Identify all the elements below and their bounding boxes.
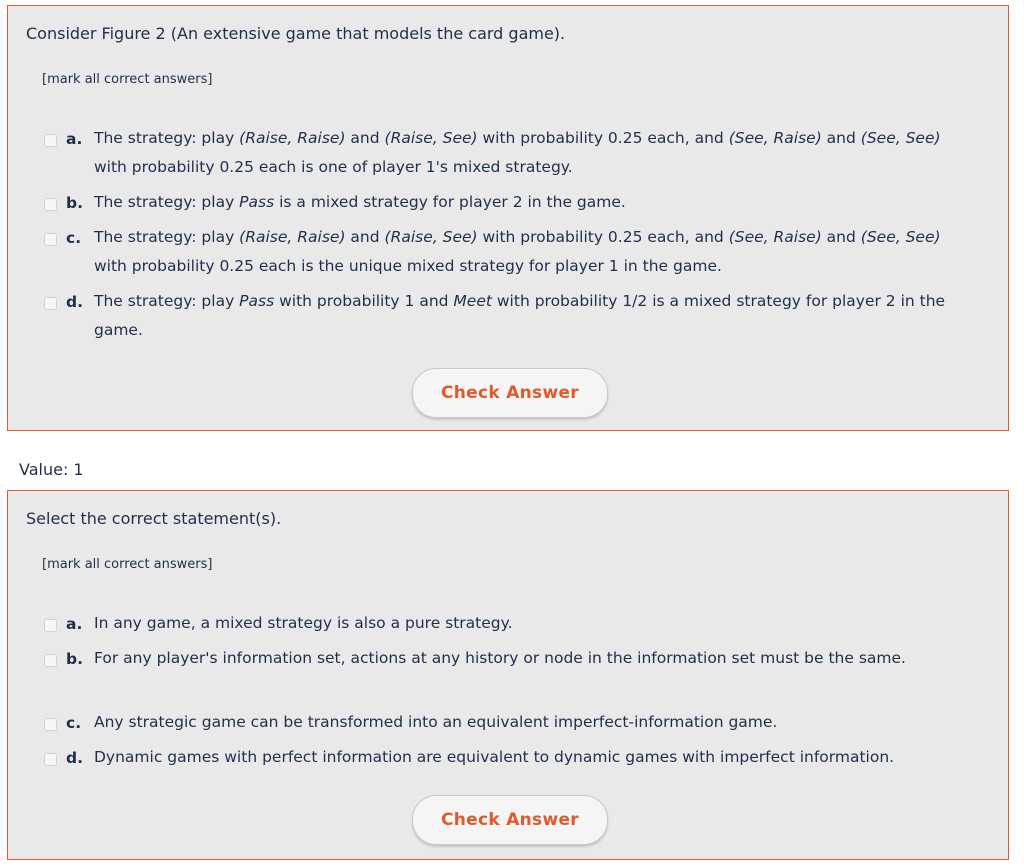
option-text-segment: The strategy: play [94,193,240,211]
option-text-segment: The strategy: play [94,292,240,310]
option-letter: d. [66,293,83,311]
option-checkbox[interactable] [44,654,57,667]
option-text [94,644,974,673]
option-text-segment: with probability 1 and [274,292,454,310]
option-checkbox[interactable] [44,198,57,211]
option-text-italic: Pass [239,292,275,310]
option-text-italic: (Raise, See) [384,129,478,147]
option-checkbox[interactable] [44,753,57,766]
option-text-italic: (See, Raise) [728,228,822,246]
option-text [94,188,974,217]
option-letter: b. [66,650,83,668]
option-checkbox[interactable] [44,297,57,310]
option-text [94,708,974,737]
option-text-italic: (Raise, Raise) [239,129,346,147]
option-text-segment: and [345,228,385,246]
option-text-italic: (Raise, See) [384,228,478,246]
question-panel-2 [7,490,1009,860]
option-text-segment: with probability 0.25 each is one of player 1's mixed strategy. [94,158,573,176]
option-text [94,743,974,772]
option-checkbox[interactable] [44,134,57,147]
option-text-segment: The strategy: play [94,129,240,147]
question-hint: [mark all correct answers] [42,72,213,87]
option-letter: b. [66,194,83,212]
option-text-segment: For any player's information set, actions at any history or node in the information set must be the same. [94,649,906,667]
check-answer-button[interactable]: Check Answer [412,795,608,845]
option-letter: a. [66,130,83,148]
option-text-segment: The strategy: play [94,228,240,246]
option-text [94,124,974,182]
option-text-segment: Any strategic game can be transformed into an equivalent imperfect-information game. [94,713,778,731]
option-text-italic: (See, See) [860,228,941,246]
option-text-segment: and [345,129,385,147]
option-text [94,287,974,345]
option-letter: a. [66,615,83,633]
option-text-segment: Dynamic games with perfect information are equivalent to dynamic games with imperfect information. [94,748,895,766]
option-text-segment: with probability 1/2 is a mixed strategy for player 2 in the game. [94,292,946,339]
value-label: Value: 1 [19,460,84,479]
option-text-segment: with probability 0.25 each, and [477,228,729,246]
question-hint: [mark all correct answers] [42,557,213,572]
option-text [94,609,974,638]
option-letter: c. [66,714,82,732]
option-text-italic: (Raise, Raise) [239,228,346,246]
option-checkbox[interactable] [44,233,57,246]
option-text-italic: (See, See) [860,129,941,147]
question-prompt: Select the correct statement(s). [26,509,282,528]
option-text-italic: Pass [239,193,275,211]
option-text-segment: with probability 0.25 each is the unique mixed strategy for player 1 in the game. [94,257,722,275]
option-text-segment: with probability 0.25 each, and [477,129,729,147]
check-answer-button[interactable]: Check Answer [412,368,608,418]
option-letter: c. [66,229,82,247]
option-letter: d. [66,749,83,767]
option-text [94,223,974,281]
option-checkbox[interactable] [44,718,57,731]
option-text-segment: In any game, a mixed strategy is also a pure strategy. [94,614,513,632]
option-text-italic: Meet [453,292,492,310]
option-checkbox[interactable] [44,619,57,632]
option-text-segment: and [821,129,861,147]
question-prompt: Consider Figure 2 (An extensive game that models the card game). [26,24,566,43]
option-text-segment: and [821,228,861,246]
option-text-segment: is a mixed strategy for player 2 in the game. [274,193,626,211]
option-text-italic: (See, Raise) [728,129,822,147]
question-panel-1 [7,5,1009,431]
